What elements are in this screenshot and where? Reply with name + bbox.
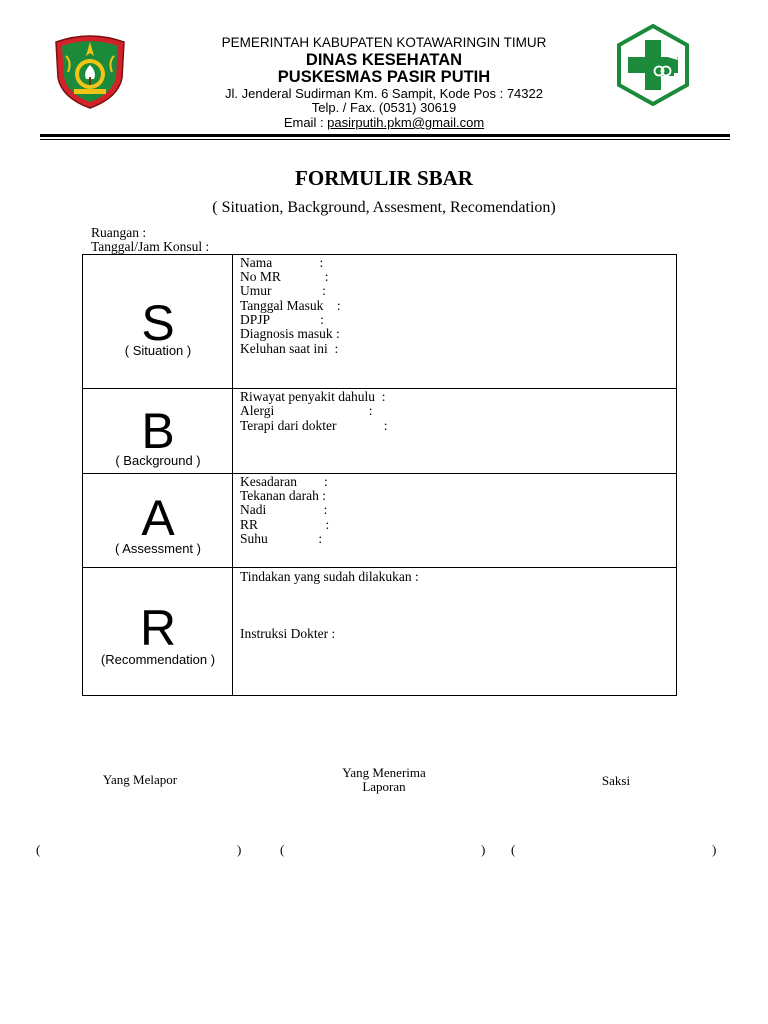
field-alergi[interactable]: Alergi : — [240, 403, 373, 418]
recommendation-letter-cell — [83, 568, 233, 695]
room-label: Ruangan : — [91, 225, 147, 240]
assessment-letter: A — [141, 490, 175, 546]
witness-sign-open: ( — [511, 842, 516, 857]
signature-witness-label: Saksi — [601, 773, 631, 788]
background-caption: ( Background ) — [115, 453, 201, 468]
signature-receiver-label — [314, 766, 454, 794]
field-tanggal-masuk[interactable]: Tanggal Masuk : — [240, 298, 341, 313]
reporter-sign-open: ( — [36, 842, 41, 857]
field-nadi[interactable]: Nadi : — [240, 502, 328, 517]
field-tekanan-darah[interactable]: Tekanan darah : — [240, 488, 327, 503]
sbar-table — [82, 254, 677, 696]
regency-crest-logo — [52, 32, 128, 110]
field-terapi-dokter[interactable]: Terapi dari dokter : — [240, 418, 388, 433]
header-phone: Telp. / Fax. (0531) 30619 — [311, 100, 457, 115]
field-nama[interactable]: Nama : — [240, 255, 324, 270]
recommendation-caption: (Recommendation ) — [100, 652, 216, 667]
situation-letter-cell — [83, 255, 233, 388]
form-subtitle: ( Situation, Background, Assesment, Recomendation) — [212, 199, 556, 216]
field-instruksi-dokter[interactable]: Instruksi Dokter : — [240, 626, 336, 641]
receiver-label-line2: Laporan — [362, 779, 406, 794]
header-department: DINAS KESEHATAN — [305, 51, 463, 69]
background-letter-cell — [83, 389, 233, 473]
witness-sign-close: ) — [712, 842, 717, 857]
header-clinic: PUSKESMAS PASIR PUTIH — [277, 68, 491, 86]
header-divider-thick — [40, 134, 730, 137]
field-kesadaran[interactable]: Kesadaran : — [240, 474, 328, 489]
header-divider-thin — [40, 139, 730, 140]
receiver-sign-open: ( — [280, 842, 285, 857]
field-keluhan[interactable]: Keluhan saat ini : — [240, 341, 339, 356]
header-email — [130, 116, 638, 129]
field-suhu[interactable]: Suhu : — [240, 531, 323, 546]
recommendation-row — [83, 568, 676, 695]
assessment-caption: ( Assessment ) — [115, 541, 201, 556]
field-no-mr[interactable]: No MR : — [240, 269, 329, 284]
field-umur[interactable]: Umur : — [240, 283, 326, 298]
email-label: Email : — [283, 115, 328, 130]
field-riwayat-penyakit[interactable]: Riwayat penyakit dahulu : — [240, 389, 386, 404]
form-title: FORMULIR SBAR — [295, 166, 473, 190]
reporter-sign-close: ) — [237, 842, 242, 857]
recommendation-letter: R — [139, 600, 177, 656]
situation-letter: S — [141, 295, 175, 351]
receiver-label-line1: Yang Menerima — [342, 765, 426, 780]
field-rr[interactable]: RR : — [240, 517, 330, 532]
assessment-letter-cell — [83, 474, 233, 567]
field-diagnosis-masuk[interactable]: Diagnosis masuk : — [240, 326, 340, 341]
header-government: PEMERINTAH KABUPATEN KOTAWARINGIN TIMUR — [221, 35, 547, 50]
assessment-row — [83, 474, 676, 568]
situation-caption: ( Situation ) — [124, 343, 192, 358]
background-letter: B — [141, 403, 175, 459]
receiver-sign-close: ) — [481, 842, 486, 857]
situation-row — [83, 255, 676, 389]
consult-datetime-label: Tanggal/Jam Konsul : — [91, 239, 210, 254]
field-dpjp[interactable]: DPJP : — [240, 312, 324, 327]
background-row — [83, 389, 676, 474]
header-address: Jl. Jenderal Sudirman Km. 6 Sampit, Kode Pos : 74322 — [225, 86, 543, 101]
signature-reporter-label: Yang Melapor — [102, 772, 178, 787]
email-link[interactable]: pasirputih.pkm@gmail.com — [327, 115, 485, 130]
field-tindakan[interactable]: Tindakan yang sudah dilakukan : — [240, 569, 419, 584]
